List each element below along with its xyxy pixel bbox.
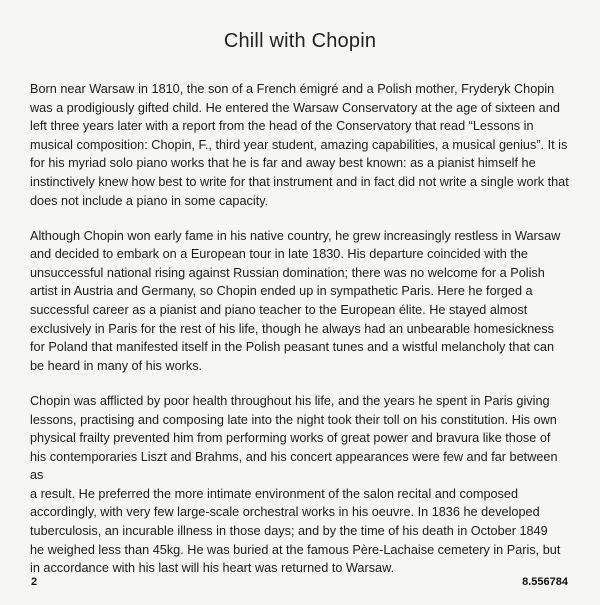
text-line: left three years later with a report from the head of the Conservatory that read “Lessons in: [30, 119, 534, 134]
text-line: musical composition: Chopin, F., third year student, amazing capabilities, a musical genius”. It is: [30, 137, 568, 152]
text-line: in accordance with his last will his heart was returned to Warsaw.: [30, 561, 395, 576]
text-line: be heard in many of his works.: [30, 358, 203, 373]
page-title: Chill with Chopin: [223, 30, 377, 52]
text-line: Born near Warsaw in 1810, the son of a French émigré and a Polish mother, Fryderyk Chopin: [30, 82, 555, 96]
paragraph-1: [30, 80, 582, 210]
text-line: and decided to embark on a European tour in late 1830. His departure coincided with the: [30, 247, 528, 262]
body-text: [30, 80, 582, 594]
text-line: lessons, practising and composing late into the night took their toll on his constitution. His own: [30, 412, 557, 427]
text-line: he weighed less than 45kg. He was buried at the famous Père-Lachaise cemetery in Paris, but: [30, 542, 561, 557]
text-line: for Poland that manifested itself in the Polish peasant tunes and a wistful melancholy that can: [30, 340, 555, 355]
text-line: successful career as a pianist and piano teacher to the European élite. He stayed almost: [30, 303, 528, 318]
text-line: accordingly, with very few large-scale orchestral works in his oeuvre. In 1836 he developed: [30, 505, 540, 520]
text-line: instinctively knew how best to write for that instrument and in fact did not write a single work that: [30, 174, 569, 189]
paragraph-3: [30, 392, 582, 578]
text-line: as: [30, 468, 44, 483]
paragraph-2: [30, 227, 582, 376]
text-line: unsuccessful national rising against Russian domination; there was no welcome for a Polish: [30, 265, 545, 280]
page-number: 2: [31, 576, 38, 588]
text-line: exclusively in Paris for the rest of his life, though he always had an unbearable homesickness: [30, 321, 554, 336]
text-line: for his myriad solo piano works that he is far and away best known: as a pianist himself he: [30, 156, 536, 171]
text-line: his contemporaries Liszt and Brahms, and his concert appearances were few and far between: [30, 449, 558, 464]
text-line: a result. He preferred the more intimate environment of the salon recital and composed: [30, 486, 519, 501]
text-line: Although Chopin won early fame in his native country, he grew increasingly restless in Warsaw: [30, 228, 561, 243]
text-line: physical frailty prevented him from performing works of great power and bravura like those of: [30, 431, 551, 446]
text-line: Chopin was afflicted by poor health throughout his life, and the years he spent in Paris giving: [30, 393, 550, 408]
text-line: does not include a piano in some capacity.: [30, 193, 269, 208]
text-line: was a prodigiously gifted child. He entered the Warsaw Conservatory at the age of sixteen and: [30, 100, 560, 115]
catalogue-number: 8.556784: [522, 576, 568, 588]
text-line: tuberculosis, an incurable illness in those days; and by the time of his death in October 1849: [30, 524, 548, 539]
text-line: artist in Austria and Germany, so Chopin ended up in sympathetic Paris. Here he forged a: [30, 284, 533, 299]
